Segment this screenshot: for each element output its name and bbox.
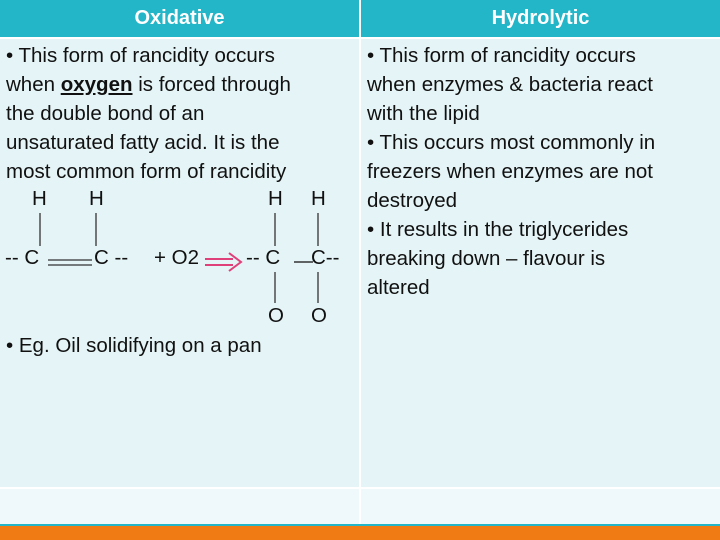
text-segment: is forced through bbox=[132, 73, 291, 96]
hydrolytic-line: • It results in the triglycerides bbox=[367, 218, 629, 241]
hydrogen-atom: H bbox=[32, 187, 47, 210]
oxidative-line: • This form of rancidity occurs bbox=[6, 44, 275, 67]
reaction-arrow-icon bbox=[203, 251, 245, 273]
oxidative-line bbox=[6, 70, 291, 99]
oxidative-line: most common form of rancidity bbox=[6, 160, 287, 183]
hydrolytic-line: freezers when enzymes are not bbox=[367, 160, 653, 183]
hydrolytic-line: • This occurs most commonly in bbox=[367, 131, 656, 154]
product-carbon-right: C-- bbox=[311, 246, 340, 269]
hydrogen-atom: H bbox=[89, 187, 104, 210]
carbon-right: C -- bbox=[94, 246, 129, 269]
product-carbon-left: -- C bbox=[246, 246, 281, 269]
oxygen-atom: O bbox=[268, 304, 284, 327]
hydrolytic-line: altered bbox=[367, 276, 430, 299]
hydrolytic-description bbox=[367, 41, 655, 302]
empty-row-left bbox=[0, 489, 359, 526]
oxidative-line: the double bond of an bbox=[6, 102, 205, 125]
hydrolytic-line: with the lipid bbox=[367, 102, 480, 125]
footer-accent-bar bbox=[0, 526, 720, 540]
text-segment: when bbox=[6, 73, 61, 96]
header-oxidative: Oxidative bbox=[0, 0, 359, 37]
oxidative-example: • Eg. Oil solidifying on a pan bbox=[6, 334, 262, 357]
oxidative-description bbox=[6, 41, 291, 186]
header-hydrolytic: Hydrolytic bbox=[361, 0, 720, 37]
carbon-left: -- C bbox=[5, 246, 40, 269]
hydrogen-atom: H bbox=[268, 187, 283, 210]
hydrolytic-line: • This form of rancidity occurs bbox=[367, 44, 636, 67]
oxygen-reactant: + O2 bbox=[154, 246, 200, 269]
hydrolytic-line: destroyed bbox=[367, 189, 458, 212]
hydrogen-atom: H bbox=[311, 187, 326, 210]
oxygen-atom: O bbox=[311, 304, 327, 327]
empty-row-right bbox=[361, 489, 720, 526]
hydrolytic-line: breaking down – flavour is bbox=[367, 247, 606, 270]
hydrolytic-line: when enzymes & bacteria react bbox=[367, 73, 653, 96]
oxidative-line: unsaturated fatty acid. It is the bbox=[6, 131, 280, 154]
oxygen-keyword: oxygen bbox=[60, 73, 133, 96]
